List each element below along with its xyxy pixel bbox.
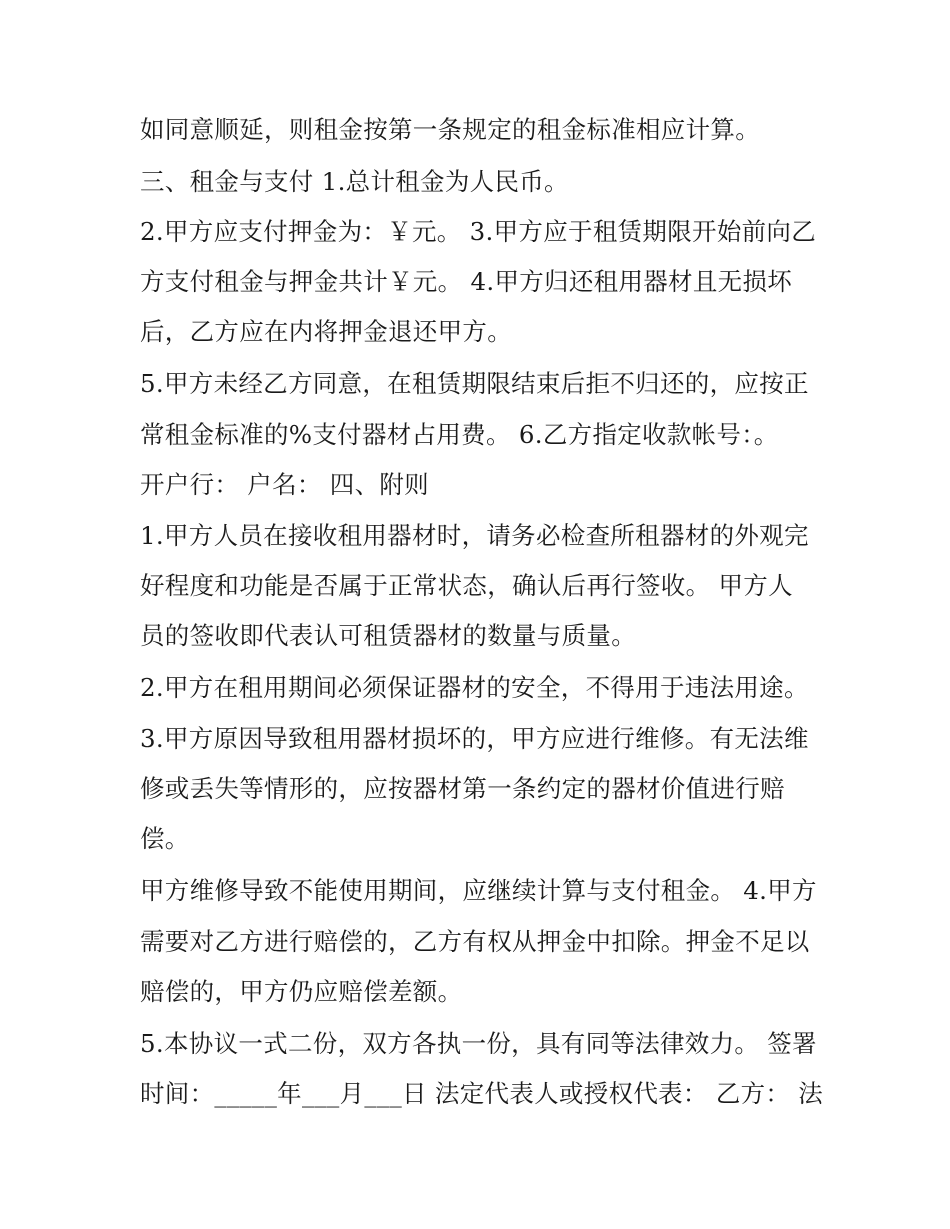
text-line: 5.甲方未经乙方同意，在租赁期限结束后拒不归还的，应按正 (140, 369, 809, 398)
text-line: 偿。 (140, 824, 190, 853)
text-line: 方支付租金与押金共计￥元。 4.甲方归还租用器材且无损坏 (140, 267, 793, 296)
text-line: 1.甲方人员在接收租用器材时，请务必检查所租器材的外观完 (140, 521, 809, 550)
text-line: 时间：_____年___月___日 法定代表人或授权代表： 乙方： 法 (140, 1079, 824, 1108)
text-line: 2.甲方在租用期间必须保证器材的安全，不得用于违法用途。 (140, 673, 809, 702)
text-line: 需要对乙方进行赔偿的，乙方有权从押金中扣除。押金不足以 (140, 927, 810, 956)
text-line: 常租金标准的%支付器材占用费。 6.乙方指定收款帐号：。 (140, 420, 779, 449)
text-line: 2.甲方应支付押金为：￥元。 3.甲方应于租赁期限开始前向乙 (140, 217, 817, 246)
text-line: 赔偿的，甲方仍应赔偿差额。 (140, 977, 463, 1006)
text-line: 好程度和功能是否属于正常状态，确认后再行签收。 甲方人 (140, 571, 793, 600)
text-line: 三、租金与支付 1.总计租金为人民币。 (140, 167, 569, 196)
text-line: 开户行： 户名： 四、附则 (140, 470, 429, 499)
text-line: 后，乙方应在内将押金退还甲方。 (140, 317, 512, 346)
text-line: 修或丢失等情形的，应按器材第一条约定的器材价值进行赔 (140, 774, 785, 803)
text-line: 员的签收即代表认可租赁器材的数量与质量。 (140, 621, 636, 650)
text-line: 5.本协议一式二份，双方各执一份，具有同等法律效力。 签署 (140, 1029, 817, 1058)
text-line: 甲方维修导致不能使用期间，应继续计算与支付租金。 4.甲方 (140, 876, 817, 905)
text-line: 3.甲方原因导致租用器材损坏的，甲方应进行维修。有无法维 (140, 724, 809, 753)
text-line: 如同意顺延，则租金按第一条规定的租金标准相应计算。 (140, 115, 760, 144)
